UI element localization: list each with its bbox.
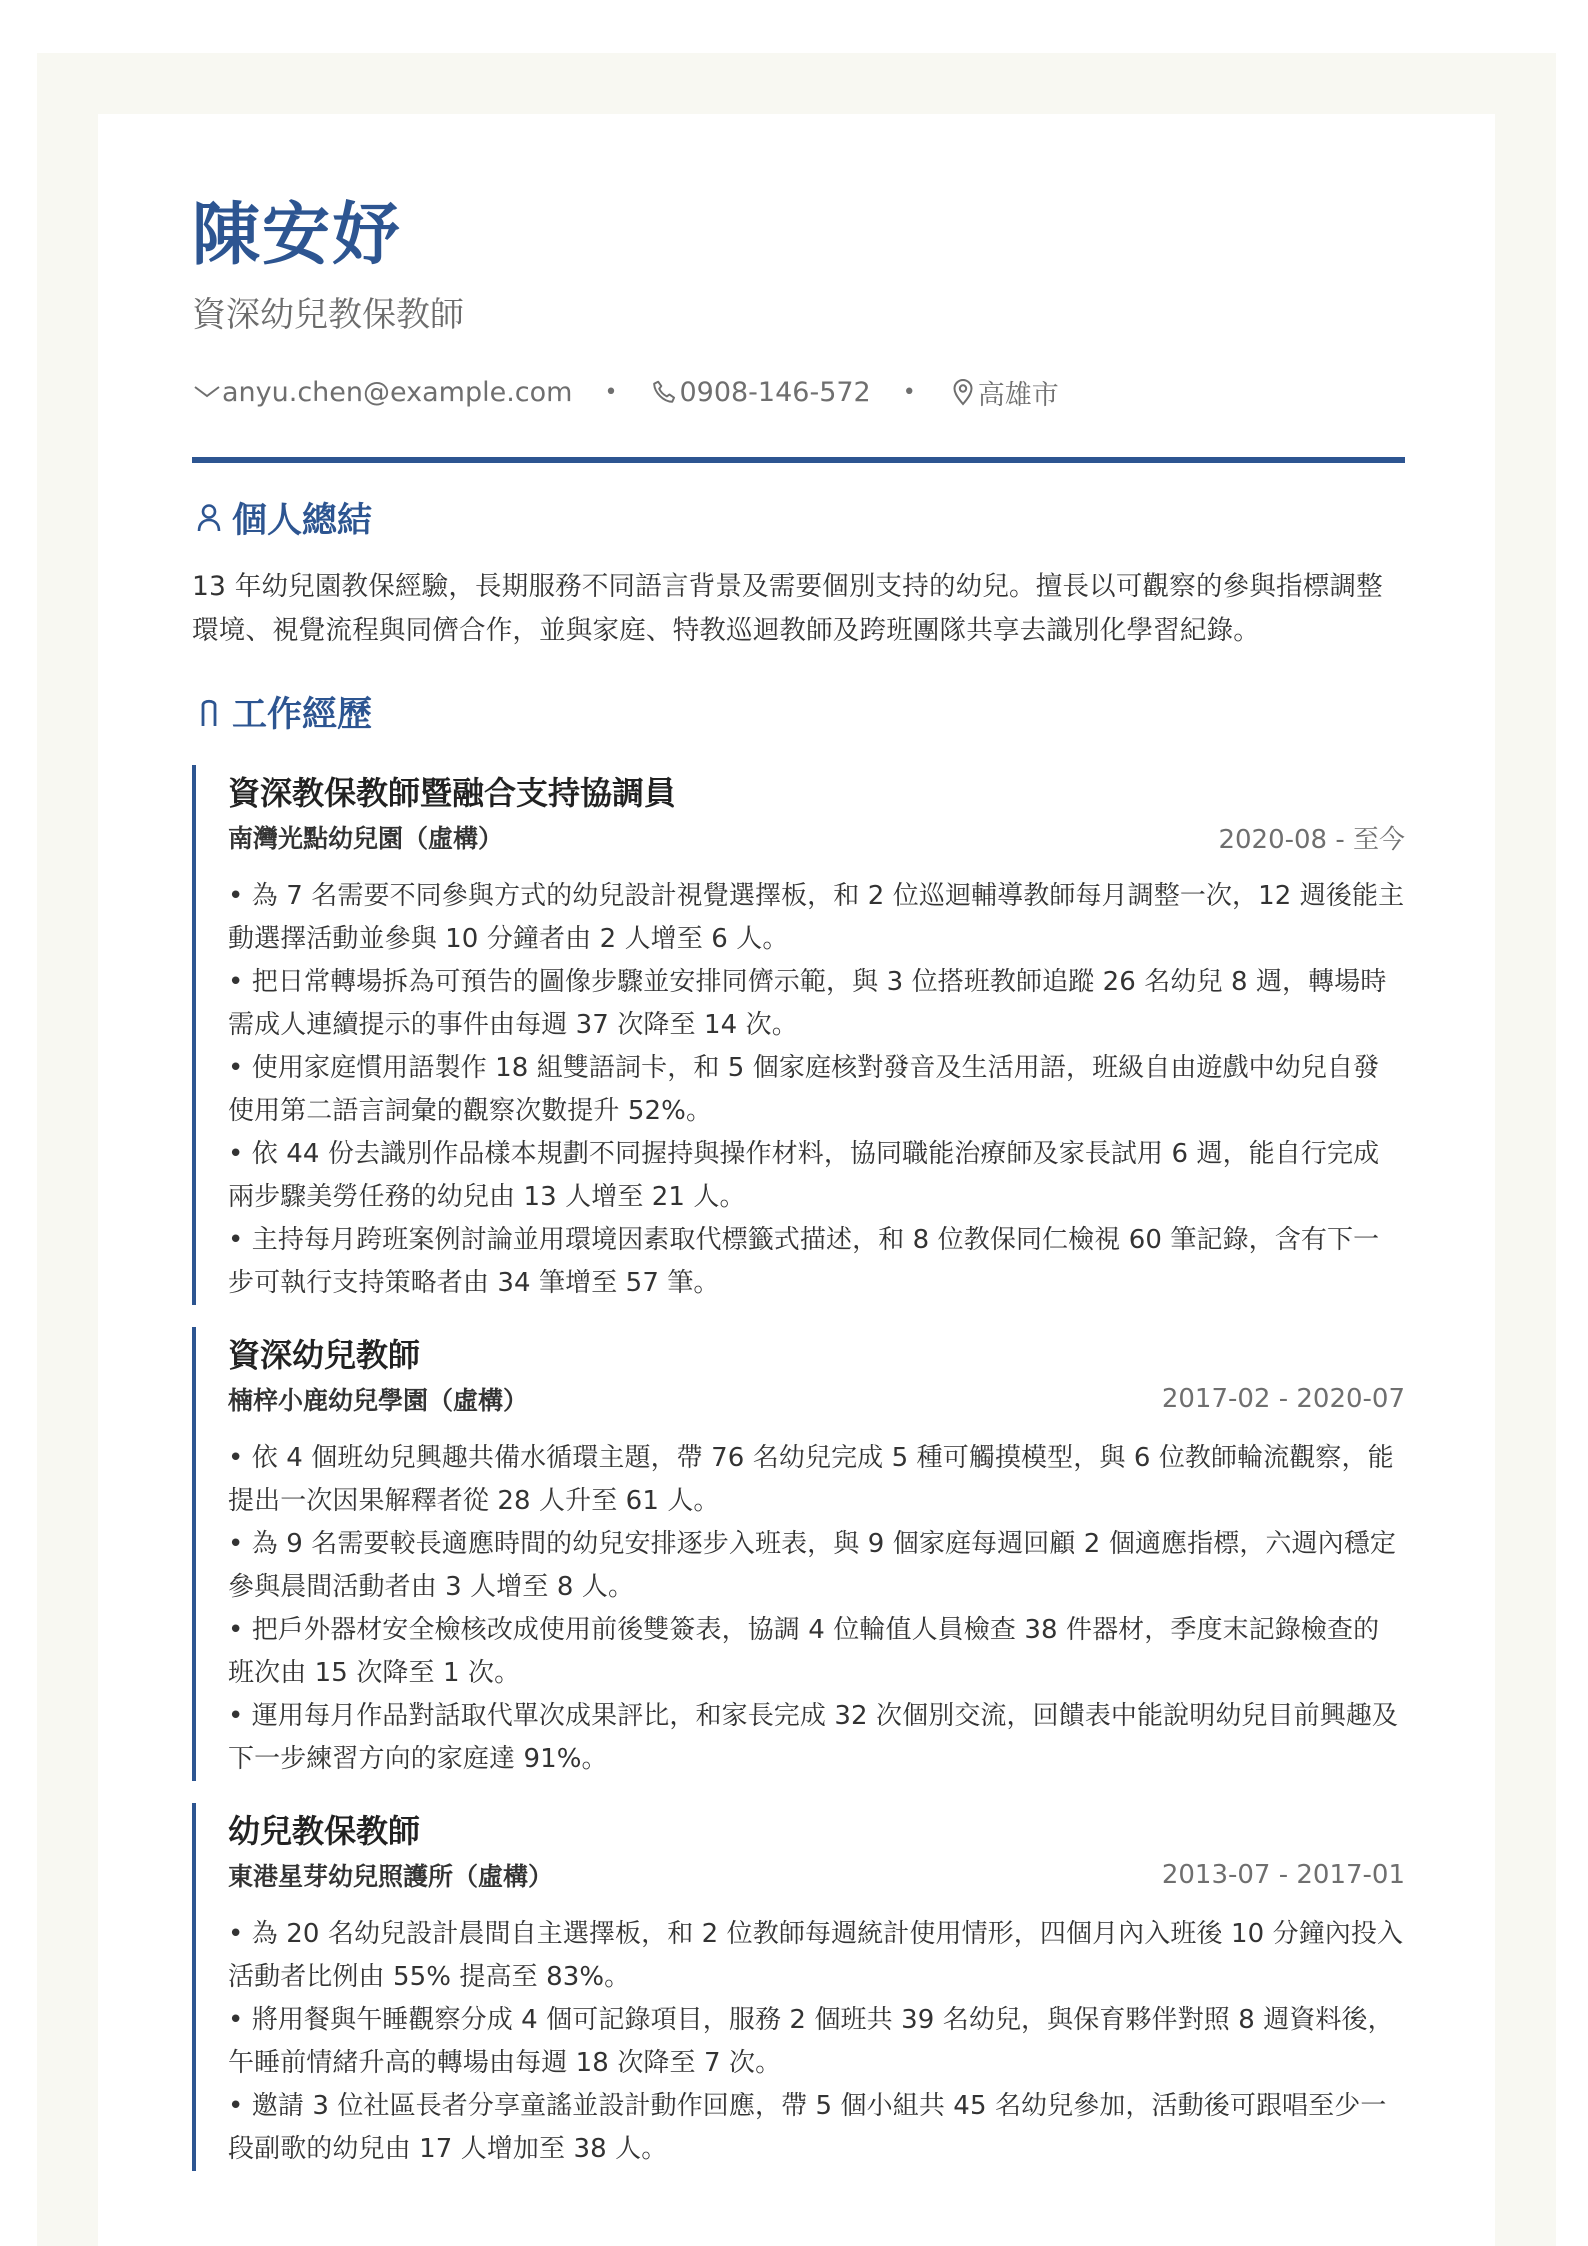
contact-email[interactable] (192, 377, 572, 408)
resume-content (192, 190, 1405, 2171)
work-heading (192, 687, 1405, 737)
job-bullet: • 為 7 名需要不同參與方式的幼兒設計視覺選擇板，和 2 位巡迴輔導教師每月調整一次，12 週後能主動選擇活動並參與 10 分鐘者由 2 人增至 6 人。 (228, 881, 1405, 954)
job-bullet: • 將用餐與午睡觀察分成 4 個可記錄項目，服務 2 個班共 39 名幼兒，與保育夥伴對照 8 週資料後，午睡前情緒升高的轉場由每週 18 次降至 7 次。 (228, 2005, 1394, 2078)
job-bullet: • 為 9 名需要較長適應時間的幼兒安排逐步入班表，與 9 個家庭每週回顧 2 個適應指標，六週內穩定參與晨間活動者由 3 人增至 8 人。 (228, 1529, 1396, 1602)
person-icon (192, 498, 226, 538)
summary-text: 13 年幼兒園教保經驗，長期服務不同語言背景及需要個別支持的幼兒。擅長以可觀察的參與指標調整環境、視覺流程與同儕合作，並與家庭、特教巡迴教師及跨班團隊共享去識別化學習紀錄。 (192, 571, 1383, 646)
job-date: 2017-02 - 2020-07 (1161, 1384, 1405, 1414)
job-meta (228, 1379, 1405, 1419)
job-meta (228, 817, 1405, 857)
summary-heading (192, 493, 1405, 543)
job-title: 資深幼兒教師 (228, 1336, 421, 1374)
job-bullet: • 邀請 3 位社區長者分享童謠並設計動作回應，帶 5 個小組共 45 名幼兒參加，活動後可跟唱至少一段副歌的幼兒由 17 人增加至 38 人。 (228, 2091, 1387, 2164)
job-entry (192, 1327, 1405, 1781)
job-date: 2013-07 - 2017-01 (1161, 1860, 1405, 1890)
contact-line (192, 372, 1405, 412)
mail-icon (192, 377, 222, 407)
email-text: anyu.chen@example.com (222, 376, 573, 408)
contact-separator: • (604, 379, 618, 405)
phone-icon (649, 377, 679, 407)
briefcase-icon (192, 692, 226, 732)
job-title: 幼兒教保教師 (228, 1812, 421, 1850)
job-meta (228, 1855, 1405, 1895)
job-date: 2020-08 - 至今 (1218, 824, 1405, 855)
job-bullet: • 使用家庭慣用語製作 18 組雙語詞卡，和 5 個家庭核對發音及生活用語，班級自由遊戲中幼兒自發使用第二語言詞彙的觀察次數提升 52%。 (228, 1053, 1380, 1126)
job-bullets (228, 875, 1405, 1305)
phone-text: 0908-146-572 (679, 376, 871, 408)
job-organization: 南灣光點幼兒園（虛構） (228, 824, 504, 853)
contact-location (948, 373, 1059, 412)
job-entry (192, 1803, 1405, 2171)
work-heading-text: 工作經歷 (232, 695, 373, 735)
job-organization: 東港星芽幼兒照護所（虛構） (228, 1862, 554, 1891)
job-bullet: • 運用每月作品對話取代單次成果評比，和家長完成 32 次個別交流，回饋表中能說明幼兒目前興趣及下一步練習方向的家庭達 91%。 (228, 1701, 1399, 1774)
job-bullet: • 把日常轉場拆為可預告的圖像步驟並安排同儕示範，與 3 位搭班教師追蹤 26 名幼兒 8 週，轉場時需成人連續提示的事件由每週 37 次降至 14 次。 (228, 967, 1387, 1040)
job-entry (192, 765, 1405, 1305)
job-bullet: • 主持每月跨班案例討論並用環境因素取代標籤式描述，和 8 位教保同仁檢視 60 筆記錄，含有下一步可執行支持策略者由 34 筆增至 57 筆。 (228, 1225, 1380, 1298)
job-organization: 楠梓小鹿幼兒學園（虛構） (228, 1386, 529, 1415)
job-bullets (228, 1437, 1405, 1781)
location-text: 高雄市 (977, 379, 1059, 411)
job-bullet: • 依 4 個班幼兒興趣共備水循環主題，帶 76 名幼兒完成 5 種可觸摸模型，與 6 位教師輪流觀察，能提出一次因果解釋者從 28 人升至 61 人。 (228, 1443, 1394, 1516)
location-pin-icon (948, 377, 978, 407)
header-divider (192, 457, 1405, 463)
summary-heading-text: 個人總結 (232, 501, 373, 541)
contact-separator: • (902, 379, 916, 405)
job-bullet: • 把戶外器材安全檢核改成使用前後雙簽表，協調 4 位輪值人員檢查 38 件器材，季度末記錄檢查的班次由 15 次降至 1 次。 (228, 1615, 1380, 1688)
candidate-name: 陳安妤 (192, 196, 403, 275)
job-bullet: • 依 44 份去識別作品樣本規劃不同握持與操作材料，協同職能治療師及家長試用 6 週，能自行完成兩步驟美勞任務的幼兒由 13 人增至 21 人。 (228, 1139, 1380, 1212)
job-title: 資深教保教師暨融合支持協調員 (228, 774, 677, 812)
candidate-title: 資深幼兒教保教師 (192, 295, 464, 335)
job-bullet: • 為 20 名幼兒設計晨間自主選擇板，和 2 位教師每週統計使用情形，四個月內入班後 10 分鐘內投入活動者比例由 55% 提高至 83%。 (228, 1919, 1404, 1992)
contact-phone[interactable] (649, 377, 870, 408)
job-bullets (228, 1913, 1405, 2171)
